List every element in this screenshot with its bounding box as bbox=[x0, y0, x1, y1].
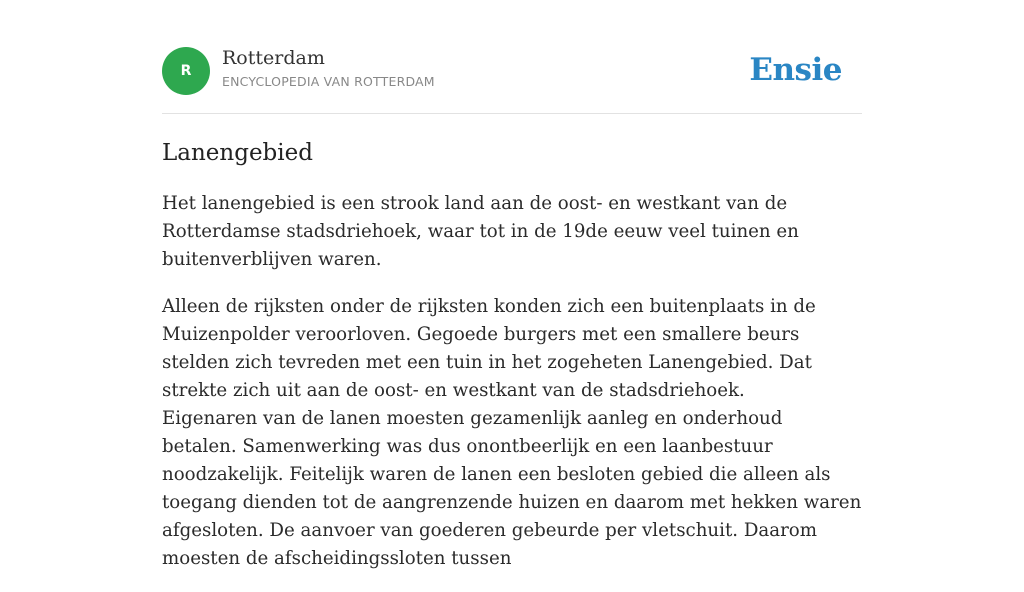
article-intro: Het lanengebied is een strook land aan de oost- en westkant van de Rotterdamse stadsdriehoek, waar tot in de 19de eeuw veel tuinen en buitenverblijven waren. bbox=[162, 193, 799, 270]
article-body bbox=[162, 190, 862, 592]
content-container bbox=[162, 0, 862, 569]
site-subtitle: ENCYCLOPEDIA VAN ROTTERDAM bbox=[222, 74, 435, 89]
article-paragraph bbox=[162, 293, 862, 573]
article-title: Lanengebied bbox=[162, 140, 313, 166]
article-text-part-2: Eigenaren van de lanen moesten gezamenlijk aanleg en onderhoud betalen. Samenwerking was dus onontbeerlijk en een laanbestuur noodzakelijk. Feitelijk waren de lanen een besloten gebied die alleen als toegang dienden tot de aangrenzende huizen en daarom met hekken waren afgesloten. De aanvoer van goederen gebeurde per vletschuit. Daarom moesten de afscheidingssloten tussen bbox=[162, 408, 862, 569]
site-title[interactable]: Rotterdam bbox=[222, 47, 325, 69]
article-text-part-1: Alleen de rijksten onder de rijksten konden zich een buitenplaats in de Muizenpolder veroorloven. Gegoede burgers met een smallere beurs stelden zich tevreden met een tuin in het zogeheten Lanengebied. Dat strekte zich uit aan de oost- en westkant van de stadsdriehoek. bbox=[162, 296, 816, 401]
avatar[interactable]: R bbox=[162, 47, 210, 95]
ensie-logo[interactable]: Ensie bbox=[749, 52, 842, 88]
site-header bbox=[162, 0, 862, 114]
